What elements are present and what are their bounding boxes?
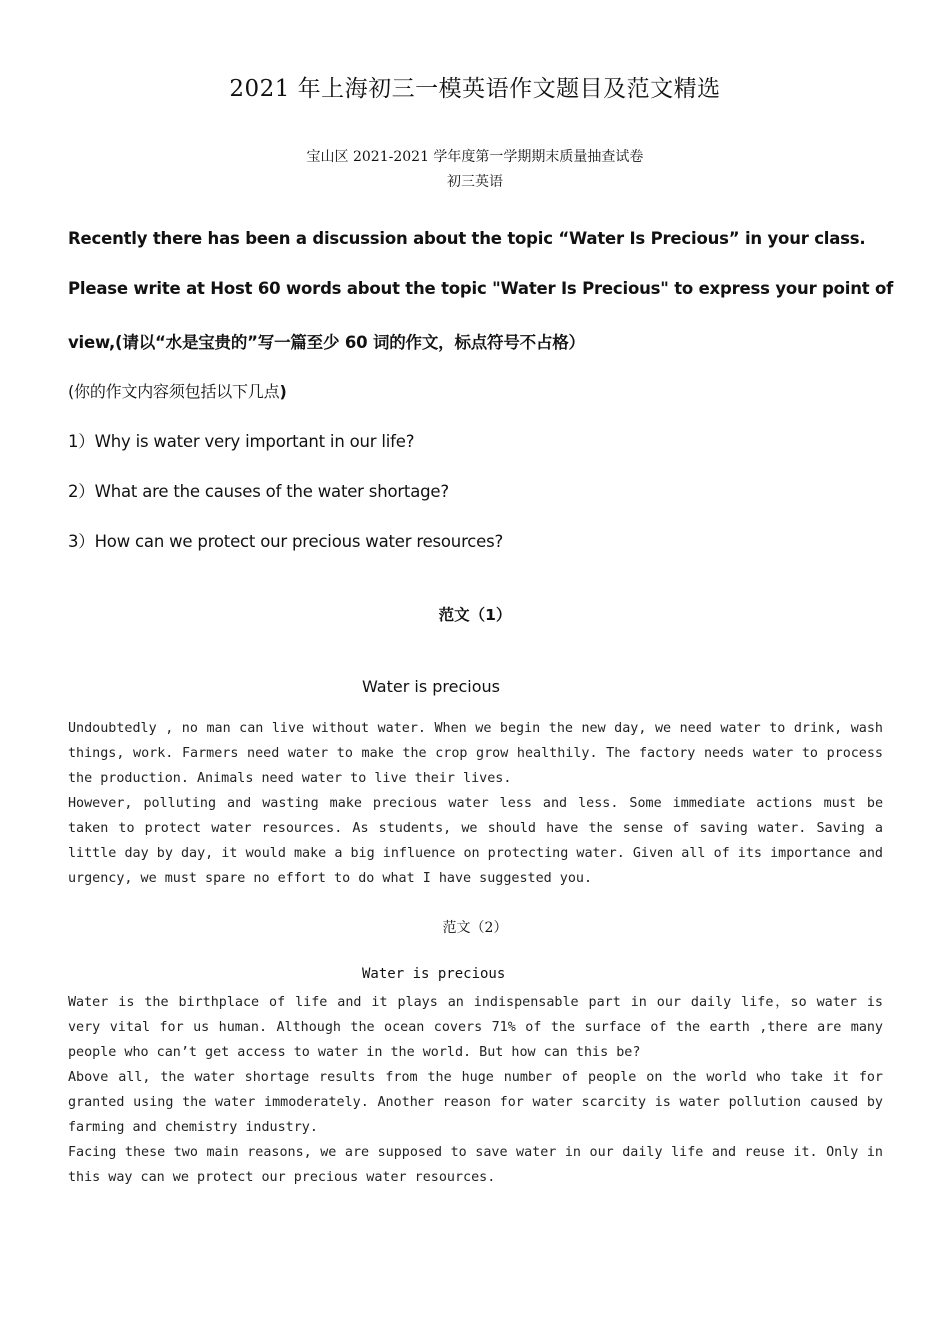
sample-1-body <box>68 716 883 891</box>
document-title: 2021 年上海初三一模英语作文题目及范文精选 <box>229 76 721 102</box>
prompt-line-4 <box>68 379 287 402</box>
question-1: 1）Why is water very important in our life? <box>68 432 415 451</box>
sample-2-paragraph: Facing these two main reasons, we are supposed to save water in our daily life and reuse it. Only in this way can we protect our precious water resources. <box>68 1145 883 1185</box>
question-3: 3）How can we protect our precious water resources? <box>68 532 504 551</box>
sample-1-title: Water is precious <box>362 677 500 696</box>
prompt-line-1: Recently there has been a discussion about the topic “Water Is Precious” in your class. <box>68 229 866 248</box>
subject-name: 初三英语 <box>447 174 503 190</box>
prompt-line-2: Please write at Host 60 words about the topic "Water Is Precious" to express your point of <box>68 279 894 298</box>
prompt-line-4-paren: ) <box>279 382 287 401</box>
sample-2-heading: 范文（2） <box>442 920 508 936</box>
prompt-line-4-text: (你的作文内容须包括以下几点 <box>68 382 280 401</box>
sample-2-body <box>68 990 883 1190</box>
sample-2-title: Water is precious <box>362 966 506 982</box>
sample-2-paragraph: Water is the birthplace of life and it plays an indispensable part in our daily life，so water is very vital for us human. Although the ocean covers 71% of the surface of the earth ,there are many people who can’t get access to water in the world. But how can this be? <box>68 995 883 1060</box>
sample-1-paragraph: Undoubtedly , no man can live without water. When we begin the new day, we need water to drink, wash things, work. Farmers need water to make the crop grow healthily. The factory needs water to process the production. Animals need water to live their lives. <box>68 721 883 786</box>
sample-1-heading: 范文（1） <box>438 606 512 624</box>
sample-2-paragraph: Above all, the water shortage results from the huge number of people on the world who take it for granted using the water immoderately. Another reason for water scarcity is water pollution caused by farming and chemistry industry. <box>68 1070 883 1135</box>
exam-name: 宝山区 2021-2021 学年度第一学期期末质量抽查试卷 <box>306 149 644 165</box>
sample-1-paragraph: However, polluting and wasting make precious water less and less. Some immediate actions must be taken to protect water resources. As students, we should have the sense of saving water. Saving a little day by day, it would make a big influence on protecting water. Given all of its importance and urgency, we must spare no effort to do what I have suggested you. <box>68 796 883 886</box>
prompt-line-3: view,(请以“水是宝贵的”写一篇至少 60 词的作文，标点符号不占格） <box>68 333 585 352</box>
question-2: 2）What are the causes of the water shortage? <box>68 482 449 501</box>
